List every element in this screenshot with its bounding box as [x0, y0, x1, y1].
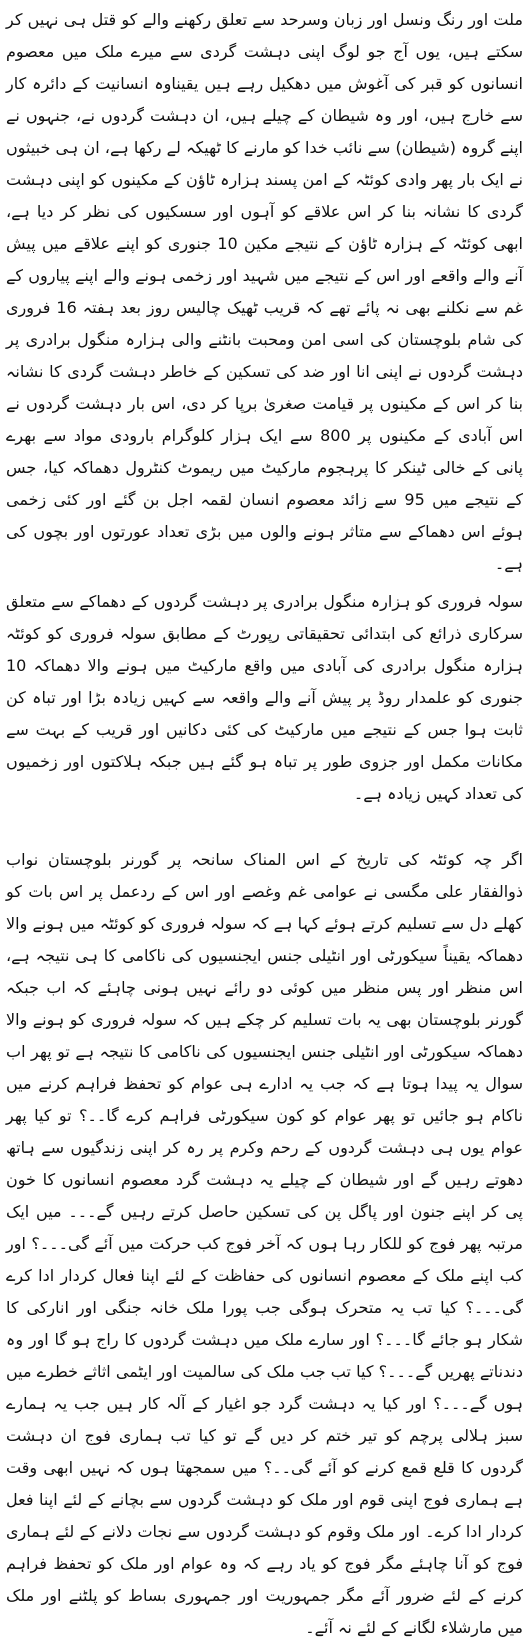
- article-paragraph: سولہ فروری کو ہزارہ منگول برادری پر دہشت گردوں کے دھماکے سے متعلق سرکاری ذرائع کی ابتدائی تحقیقاتی رپورٹ کے مطابق سولہ فروری کو کوئٹہ ہزارہ منگول برادری کی آبادی میں واقع مارکیٹ میں ہونے والا دھماکہ 10 جنوری کو علمدار روڈ پر پیش آنے والے واقعہ سے کہیں زیادہ بڑا اور تباہ کن ثابت ہوا جس کے نتیجے میں مارکیٹ کی کئی دکانیں اور قریب کے بہت سے مکانات مکمل اور جزوی طور پر تباہ ہو گئے ہیں جبکہ ہلاکتوں اور زخمیوں کی تعداد کہیں زیادہ ہے۔: [6, 592, 523, 803]
- article-paragraph: اگر چہ کوئٹہ کی تاریخ کے اس المناک سانحہ پر گورنر بلوچستان نواب ذوالفقار علی مگسی نے عوامی غم وغصے اور اس کے ردعمل پر اس بات کو کھلے دل سے تسلیم کرتے ہوئے کہا ہے کہ سولہ فروری کو کوئٹہ میں ہونے والا دھماکہ یقیناً سیکورٹی اور انٹیلی جنس ایجنسیوں کی ناکامی کا ہی نتیجہ ہے، اس منظر اور پس منظر میں کوئی دو رائے نہیں ہونی چاہئے کہ اب جبکہ گورنر بلوچستان بھی یہ بات تسلیم کر چکے ہیں کہ سولہ فروری کو ہونے والا دھماکہ سیکورٹی اور انٹیلی جنس ایجنسیوں کی ناکامی کا نتیجہ ہے تو پھر اب سوال یہ پیدا ہوتا ہے کہ جب یہ ادارے ہی عوام کو تحفظ فراہم کرنے میں ناکام ہو جائیں تو پھر عوام کو کون سیکورٹی فراہم کرے گا۔۔؟ تو کیا پھر عوام یوں ہی دہشت گردوں کے رحم وکرم پر رہ کر اپنی زندگیوں سے ہاتھ دھوتے رہیں گے اور شیطان کے چیلے یہ دہشت گرد معصوم انسانوں کا خون پی کر اپنے جنون اور پاگل پن کی تسکین حاصل کرتے رہیں گے۔۔۔ میں ایک مرتبہ پھر فوج کو للکار رہا ہوں کہ آخر فوج کب حرکت میں آئے گی۔۔۔؟ اور کب اپنے ملک کے معصوم انسانوں کی حفاظت کے لئے اپنا فعال کردار ادا کرے گی۔۔۔؟ کیا تب یہ متحرک ہوگی جب پورا ملک خانہ جنگی اور انارکی کا شکار ہو جائے گا۔۔۔؟ اور سارے ملک میں دہشت گردوں کا راج ہو گا اور وہ دندناتے پھریں گے۔۔۔؟ کیا تب جب ملک کی سالمیت اور ایٹمی اثاثے خطرے میں ہوں گے۔۔۔؟ اور کیا یہ دہشت گرد جو اغیار کے آلہ کار ہیں جب یہ ہمارے سبز ہلالی پرچم کو تیر ختم کر دیں گے تو کیا تب ہماری فوج ان دہشت گردوں کا قلع قمع کرنے کو آئے گی۔۔؟ میں سمجھتا ہوں کہ نہیں ابھی وقت ہے ہماری فوج اپنی قوم اور ملک کو دہشت گردوں سے بچانے کے لئے اپنا فعل کردار ادا کرے۔ اور ملک وقوم کو دہشت گردوں سے نجات دلانے کے لئے ہماری فوج کو آنا چاہئے مگر فوج کو یاد رہے کہ وہ عوام اور ملک کو تحفظ فراہم کرنے کے لئے ضرور آئے مگر جمہوریت اور جمہوری بساط کو پلٹنے اور ملک میں مارشلاء لگانے کے لئے نہ آئے۔: [6, 850, 523, 1637]
- article-paragraph: ملت اور رنگ ونسل اور زبان وسرحد سے تعلق رکھنے والے کو قتل ہی نہیں کر سکتے ہیں، یوں آج جو لوگ اپنی دہشت گردی سے میرے ملک میں معصوم انسانوں کو قبر کی آغوش میں دھکیل رہے ہیں یقیناوہ انسانیت کے دائرہ کار سے خارج ہیں، اور وہ شیطان کے چیلے ہیں، ان دہشت گردوں نے، جنہوں نے اپنے گروہ (شیطان) سے نائب خدا کو مارنے کا ٹھیکہ لے رکھا ہے، ان ہی خبیثوں نے ایک بار پھر وادی کوئٹہ کے امن پسند ہزارہ ٹاؤن کے مکینوں کو اپنی دہشت گردی کا نشانہ بنا کر اس علاقے کو آہوں اور سسکیوں کی نظر کر دیا ہے، ابھی کوئٹہ کے ہزارہ ٹاؤن کے نتیجے مکین 10 جنوری کو اپنے علاقے میں پیش آنے والے واقعے اور اس کے نتیجے میں شہید اور زخمی ہونے والے اپنے پیاروں کے غم سے نکلنے بھی نہ پائے تھے کہ قریب ٹھیک چالیس روز بعد ہفتہ 16 فروری کی شام بلوچستان کی اسی امن ومحبت بانٹنے والی ہزارہ منگول برادری پر دہشت گردوں نے اپنی انا اور ضد کی تسکین کے خاطر دہشت گردی کا نشانہ بنا کر اس کے مکینوں پر قیامت صغریٰ برپا کر دی، اس بار دہشت گردوں نے اس آبادی کے مکینوں پر 800 سے ایک ہزار کلوگرام بارودی مواد سے بھرے پانی کے خالی ٹینکر کا پرہجوم مارکیٹ میں ریموٹ کنٹرول دھماکہ کیا، جس کے نتیجے میں 95 سے زائد معصوم انسان لقمہ اجل بن گئے اور کئی زخمی ہوئے اس دھماکے سے متاثر ہونے والوں میں بڑی تعداد عورتوں اور بچوں کی ہے۔: [6, 10, 524, 573]
- paragraph-spacer: [6, 810, 523, 844]
- article-body: [6, 4, 523, 1644]
